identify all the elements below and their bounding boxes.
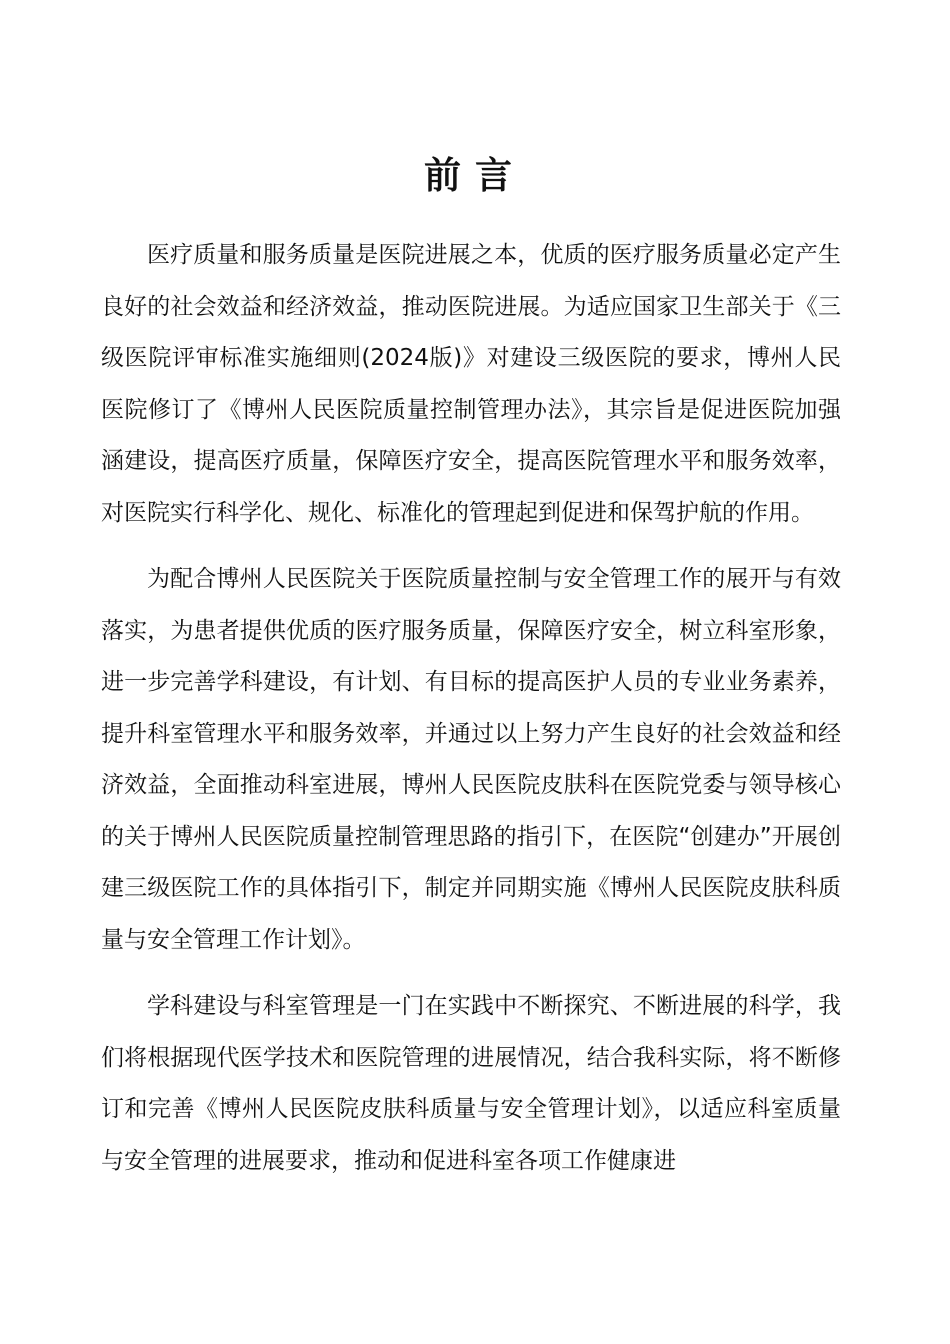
paragraph-2: 为配合博州人民医院关于医院质量控制与安全管理工作的展开与有效落实，为患者提供优质的医疗服务质量，保障医疗安全，树立科室形象，进一步完善学科建设，有计划、有目标的提高医护人员的专业业务素养，提升科室管理水平和服务效率，并通过以上努力产生良好的社会效益和经济效益，全面推动科室进展，博州人民医院皮肤科在医院党委与领导核心的关于博州人民医院质量控制管理思路的指引下，在医院“创建办”开展创建三级医院工作的具体指引下，制定并同期实施《博州人民医院皮肤科质量与安全管理工作计划》。: [101, 566, 841, 953]
page-title: 前言: [424, 153, 526, 197]
paragraph-1: 医疗质量和服务质量是医院进展之本，优质的医疗服务质量必定产生良好的社会效益和经济效益，推动医院进展。为适应国家卫生部关于《三级医院评审标准实施细则(2024版)》对建设三级医院的要求，博州人民医院修订了《博州人民医院质量控制管理办法》，其宗旨是促进医院加强涵建设，提高医疗质量，保障医疗安全，提高医院管理水平和服务效率，对医院实行科学化、规化、标准化的管理起到促进和保驾护航的作用。: [101, 242, 841, 526]
document-body: [101, 230, 841, 1202]
paragraph-3: 学科建设与科室管理是一门在实践中不断探究、不断进展的科学，我们将根据现代医学技术和医院管理的进展情况，结合我科实际，将不断修订和完善《博州人民医院皮肤科质量与安全管理计划》，以适应科室质量与安全管理的进展要求，推动和促进科室各项工作健康进: [101, 993, 841, 1174]
